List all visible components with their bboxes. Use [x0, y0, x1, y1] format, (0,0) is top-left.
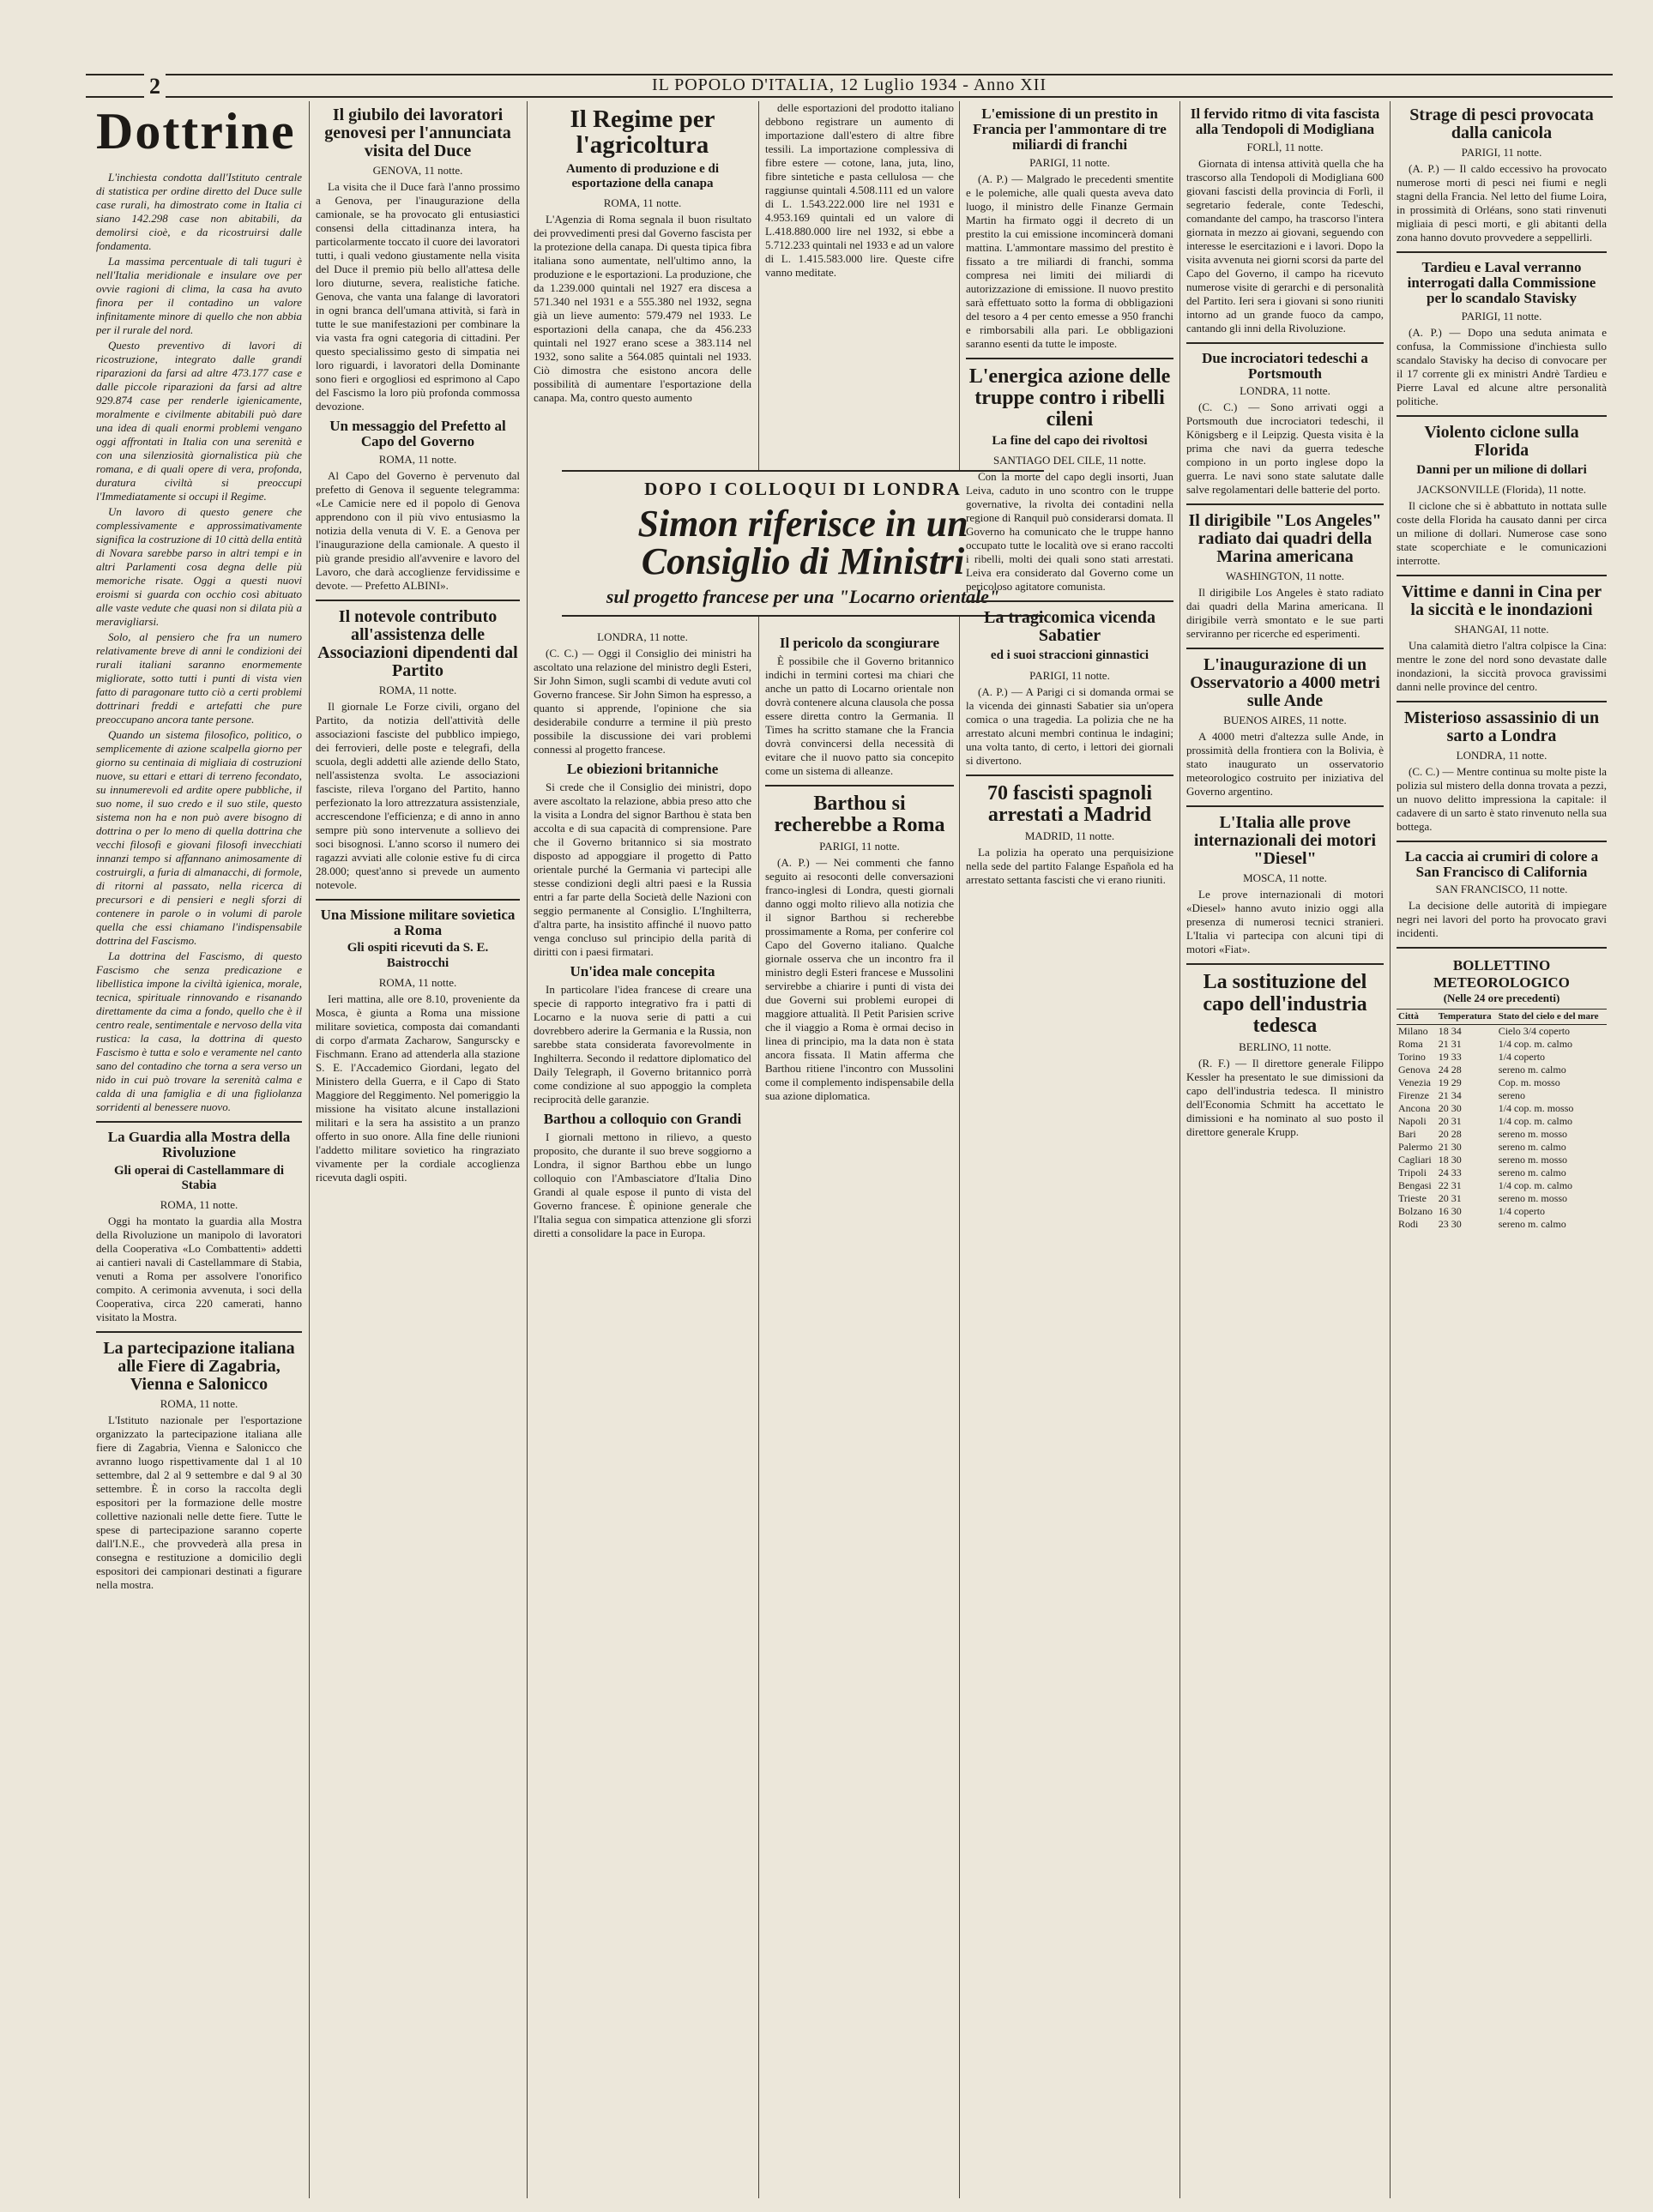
table-cell: sereno m. mosso	[1498, 1192, 1568, 1205]
table-cell: 20 31	[1438, 1192, 1462, 1205]
table-cell: 1/4 coperto	[1498, 1205, 1546, 1218]
article-headline: L'emissione di un prestito in Francia per l'ammontare di tre miliardi di franchi	[973, 105, 1167, 153]
article-paragraph: La decisione delle autorità di impiegare negri nei lavori del porto ha provocato gravi incidenti.	[1397, 899, 1607, 940]
column-7	[1397, 101, 1607, 2198]
article-headline: Una Missione militare sovietica a Roma	[320, 906, 516, 938]
table-cell: sereno m. mosso	[1498, 1154, 1568, 1166]
table-cell: 20 31	[1438, 1115, 1462, 1128]
article-paragraph: Un lavoro di questo genere che complessivamente e approssimativamente significa la costruzione di 10 città della entità di Novara sarebbe parso in altri tempi e in altri Parlamenti cosa degna delle più memoriche risate. Oggi a questi nuovi eroismi si guarda con occhio così abituato alle vaste vedute che quasi non si dilata più a meravigliarsi.	[96, 505, 302, 628]
dateline: ROMA, 11 notte.	[378, 452, 457, 466]
table-cell: Trieste	[1398, 1192, 1427, 1205]
table-cell: sereno m. calmo	[1498, 1166, 1566, 1179]
article-subhead: La fine del capo dei rivoltosi	[992, 434, 1148, 449]
dateline: LONDRA, 11 notte.	[1456, 748, 1547, 762]
table-cell: Tripoli	[1398, 1166, 1427, 1179]
article-headline: Il Regime per l'agricoltura	[570, 105, 715, 160]
article-paragraph: Il dirigibile Los Angeles è stato radiato dai quadri della Marina americana. Il dirigibile verrà smontato e le sue parti serviranno per ricerche ed esperimenti.	[1186, 586, 1384, 641]
table-cell: 1/4 cop. m. calmo	[1498, 1115, 1573, 1128]
table-cell: 21 34	[1438, 1089, 1462, 1102]
article-headline: La partecipazione italiana alle Fiere di Zagabria, Vienna e Salonicco	[103, 1339, 295, 1395]
section-subhead: Barthou a colloquio con Grandi	[543, 1110, 742, 1127]
table-row	[1397, 1115, 1607, 1128]
column-rule	[959, 101, 960, 2198]
article-headline: Tardieu e Laval verranno interrogati dalla Commissione per lo scandalo Stavisky	[1407, 259, 1596, 306]
table-row	[1397, 1025, 1607, 1039]
article-paragraph: Oggi ha montato la guardia alla Mostra della Rivoluzione un manipolo di lavoratori della Cooperativa «Lo Combattenti» addetti ai cantieri navali di Castellammare di Stabia, venuti a Roma per assolvere l'onorifico compito. A cerimonia avvenuta, i soci della Cooperativa, circa 220 camerati, hanno visitato la Mostra.	[96, 1214, 302, 1324]
article-headline: Misterioso assassinio di un sarto a Londra	[1403, 708, 1600, 745]
dateline: ROMA, 11 notte.	[378, 975, 457, 989]
article-headline: La caccia ai crumiri di colore a San Francisco di California	[1404, 847, 1599, 880]
dateline: MADRID, 11 notte.	[1024, 829, 1115, 842]
table-cell: Torino	[1398, 1051, 1426, 1064]
article-body	[96, 1214, 302, 1324]
article-paragraph: (R. F.) — Il direttore generale Filippo Kessler ha presentato le sue dimissioni da capo dell'industria tedesca. Il ministro dell'Economia Schmitt ha accettato le dimissioni e ha nominato al suo posto il direttore generale Krupp.	[1186, 1056, 1384, 1138]
article-headline: Il giubilo dei lavoratori genovesi per l'annunciata visita del Duce	[324, 105, 511, 160]
divider	[1186, 648, 1384, 649]
article-body	[1186, 1057, 1384, 1139]
table-cell: 1/4 cop. m. calmo	[1498, 1038, 1573, 1051]
article-headline: Due incrociatori tedeschi a Portsmouth	[1202, 349, 1368, 382]
article-body	[1397, 899, 1607, 940]
table-cell: 1/4 coperto	[1498, 1051, 1546, 1064]
dateline: SAN FRANCISCO, 11 notte.	[1435, 883, 1568, 896]
article-subhead: ed i suoi straccioni ginnastici	[990, 648, 1149, 663]
table-cell: Genova	[1398, 1064, 1431, 1076]
divider	[765, 785, 954, 787]
table-row	[1397, 1038, 1607, 1051]
article-body	[316, 700, 520, 892]
divider	[1186, 503, 1384, 505]
table-row	[1397, 1064, 1607, 1076]
article-paragraph: La massima percentuale di tali tuguri è nell'Italia meridionale e insulare ove per ovvie ragioni di clima, la casa ha avuto finora per il contadino un valore infinitamente minore di quello che non abbia per il rurale del nord.	[96, 255, 302, 336]
column-rule	[1390, 101, 1391, 2198]
article-paragraph: Questo preventivo di lavori di ricostruzione, integrato dalle grandi riparazioni da farsi ad altre 473.177 case e dalle piccole riparazioni da farsi ad altre 929.874 case per renderle igienicamente, moralmente e civilmente abitabili può dare una idea di quali enormi problemi vengano oggi affrontati in Italia con una serenità e con una silenziosità giornalistica più che romana, e di quali opere di vera, profonda, duratura civiltà si preoccupi l'Immediatamente si occupi il Regime.	[96, 339, 302, 503]
banner-title: Simon riferisce in un Consiglio di Ministri	[637, 503, 968, 582]
dateline: ROMA, 11 notte.	[603, 196, 682, 210]
table-cell: 22 31	[1438, 1179, 1462, 1192]
article-paragraph: A 4000 metri d'altezza sulle Ande, in prossimità della frontiera con la Bolivia, è stato inaugurato un osservatorio meteorologico costruito per iniziativa del Governo argentino.	[1186, 730, 1384, 799]
article-paragraph: (A. P.) — Malgrado le precedenti smentite e le polemiche, alle quali questa aveva dato luogo, il ministro delle Finanze Germain Martin ha firmato oggi il decreto di un prestito la cui emissione incomincerà domani mattina. L'ammontare massimo del prestito è fissato a tre miliardi di franchi, somma compresa nei limiti dei miliardi di autorizzazione di emissione. Il nuovo prestito sarà effettuato sotto la forma di obbligazioni del tesoro a 4 per cento emesse a 950 franchi e rimborsabili alla pari. Le obbligazioni saranno esenti da tutte le imposte.	[966, 172, 1173, 350]
article-headline: La Guardia alla Mostra della Rivoluzione	[107, 1129, 291, 1160]
column-rule	[758, 101, 759, 2198]
divider	[1397, 251, 1607, 253]
column-6	[1186, 101, 1384, 2198]
table-cell: Cop. m. mosso	[1498, 1076, 1560, 1089]
divider	[316, 600, 520, 601]
divider	[96, 1331, 302, 1333]
table-cell: Roma	[1398, 1038, 1423, 1051]
table-cell: 20 28	[1438, 1128, 1462, 1141]
table-cell: 21 31	[1438, 1038, 1462, 1051]
table-cell: Bari	[1398, 1128, 1416, 1141]
table-row	[1397, 1128, 1607, 1141]
table-row	[1397, 1218, 1607, 1231]
table-cell: Bengasi	[1398, 1179, 1432, 1192]
column-rule	[527, 101, 528, 2198]
article-paragraph: (A. P.) — A Parigi ci si domanda ormai se la vicenda dei ginnasti Sabatier sia un'opera comica o una tragedia. La polizia che ne ha arrestato alcuni membri continua le indagini; una volta tanto, di certo, i lettori dei giornali si divertono.	[966, 684, 1173, 767]
page-number: 2	[144, 74, 166, 99]
column-3-bottom	[534, 630, 751, 2198]
table-row	[1397, 1089, 1607, 1102]
table-cell: sereno m. calmo	[1498, 1141, 1566, 1154]
article-body	[1397, 162, 1607, 244]
masthead-title: IL POPOLO D'ITALIA, 12 Luglio 1934 - Anno XII	[651, 75, 1047, 94]
article-paragraph: La visita che il Duce farà l'anno prossimo a Genova, per l'inaugurazione della camionale, se ha provocato gli entusiastici consensi della cittadinanza intera, ha particolarmente toccato il cuore dei lavoratori tutti, i quali vedono giustamente nella visita del Duce il premio più bello all'attesa delle loro diuturne, severa, realistiche fatiche. Genova, che vanta una falange di lavoratori in ogni branca dell'umana attività, si farà in tutte le sue manifestazioni per combinare la via vasta fra ogni categoria di cittadini. Per questo specialissimo gesto di simpatia nei loro riguardi, i lavoratori della Dominante sono fieri e orgogliosi ed esprimono al Capo del Fascismo la loro più profonda commossa devozione.	[316, 180, 520, 413]
article-paragraph: È possibile che il Governo britannico indichi in termini cortesi ma chiari che anche un patto di Locarno orientale non dovrà contenere alcuna clausola che possa essere diretta contro la Germania. Il Times ha scritto stamane che la Francia dovrà convincersi della necessità di evitare che il nuovo patto sia concepito come un sistema di alleanze.	[765, 654, 954, 777]
article-headline: L'Italia alle prove internazionali dei motori "Diesel"	[1193, 813, 1377, 869]
column-5	[966, 101, 1173, 2198]
banner-subtitle: sul progetto francese per una "Locarno orientale"	[606, 586, 1000, 607]
table-cell: Ancona	[1398, 1102, 1431, 1115]
column-3-top	[534, 101, 751, 461]
divider	[1186, 963, 1384, 965]
article-paragraph: Solo, al pensiero che fra un numero relativamente breve di anni le condizioni dei rurali italiani saranno enormemente migliorate, sotto tutti i punti di vista vien fatto di paragonare tutto ciò a certi problemi dottrinari freddi e artefatti che pure preoccupano ancora tante persone.	[96, 630, 302, 726]
table-row	[1397, 1166, 1607, 1179]
article-headline: L'inaugurazione di un Osservatorio a 4000 metri sulle Ande	[1190, 655, 1380, 711]
article-body	[1186, 157, 1384, 335]
article-paragraph: La dottrina del Fascismo, di questo Fascismo che senza predicazione e libellistica impone la civiltà igienica, morale, tecnica, spirituale rinnovando e risanando direttamente da cima a fondo, quello che è il centro reale, sentimentale e nervoso della vita rustica: la casa, la dottrina di questo Fascismo è tutta e solo e veramente nel canto sano del contadino che torna a sera verso un nido in cui può trovare la serenità calma e calda di una famiglia e di una figliolanza sorridenti al benessere nuovo.	[96, 949, 302, 1113]
dateline: ROMA, 11 notte.	[378, 683, 457, 696]
divider	[1397, 701, 1607, 702]
table-row	[1397, 1076, 1607, 1089]
article-paragraph: (C. C.) — Mentre continua su molte piste la polizia sul mistero della donna trovata a pezzi, un nuovo delitto impressiona la capitale: il cadavere di un sarto è stato rinvenuto nella sua bottega.	[1397, 764, 1607, 833]
dateline: WASHINGTON, 11 notte.	[1226, 570, 1344, 583]
table-cell: Cagliari	[1398, 1154, 1432, 1166]
table-cell: sereno	[1498, 1089, 1526, 1102]
article-paragraph: In particolare l'idea francese di creare una specie di rapporto integrativo fra i patti di Locarno e la nuova serie di patti a cui dovrebbero aderire la Germania e la Russia, non sarebbe stata considerata favorevolmente in Inghilterra. Secondo il redattore diplomatico del Daily Telegraph, il Governo britannico porrà come condizione al suo appoggio la completa reciprocità delle garanzie.	[534, 982, 751, 1106]
section-subhead: Le obiezioni britanniche	[566, 761, 719, 777]
weather-bulletin-subtitle: (Nelle 24 ore precedenti)	[1443, 991, 1560, 1005]
dateline: JACKSONVILLE (Florida), 11 notte.	[1416, 482, 1587, 496]
divider	[966, 600, 1173, 602]
table-row	[1397, 1051, 1607, 1064]
table-cell: Firenze	[1398, 1089, 1429, 1102]
column-header: Città	[1397, 1010, 1437, 1025]
column-4-top	[765, 101, 954, 461]
article-paragraph: Il ciclone che si è abbattuto in nottata sulle coste della Florida ha causato danni per circa un milione di dollari. Numerose case sono state scoperchiate e le comunicazioni interrotte.	[1397, 498, 1607, 567]
dateline: LONDRA, 11 notte.	[597, 630, 688, 643]
column-4-bottom	[765, 630, 954, 2198]
article-paragraph: Ieri mattina, alle ore 8.10, proveniente da Mosca, è giunta a Roma una missione militare sovietica, composta dai comandanti di corpo d'armata Zacharow, Sangurscky e Fischmann. Erano ad attenderla alla stazione S. E. l'Accademico Giordani, legato del Ministero della Guerra, e il Capo di Stato Maggiore del Reggimento. Nel pomeriggio la missione ha visitato alcune installazioni militari e la sera ha assistito a un pranzo offerto in suo onore. Alla fine delle riunioni l'addetto militare sovietico ha ringraziato vivamente per la cordiale accoglienza ricevuta dagli ospiti.	[316, 991, 520, 1184]
dateline: MOSCA, 11 notte.	[1243, 871, 1327, 885]
article-body	[316, 180, 520, 413]
article-headline: La tragicomica vicenda Sabatier	[984, 608, 1155, 646]
table-cell: sereno m. calmo	[1498, 1064, 1566, 1076]
article-paragraph: L'inchiesta condotta dall'Istituto centrale di statistica per ordine diretto del Duce sulle case rurali, ha dimostrato come in Italia ci siano 142.298 case non abitabili, da demolirsi cioè, e da ricostruirsi dalle fondamenta.	[96, 171, 302, 252]
table-cell: Cielo 3/4 coperto	[1498, 1025, 1571, 1038]
article-body	[316, 992, 520, 1184]
article-body	[96, 1413, 302, 1592]
article-headline: L'energica azione delle truppe contro i ribelli cileni	[968, 365, 1171, 431]
article-body	[96, 171, 302, 1114]
masthead	[86, 74, 1613, 98]
table-cell: Napoli	[1398, 1115, 1427, 1128]
table-row	[1397, 1102, 1607, 1115]
article-headline: Il fervido ritmo di vita fascista alla Tendopoli di Modigliana	[1190, 105, 1380, 137]
article-body	[1186, 401, 1384, 497]
article-paragraph: Le prove internazionali di motori «Diesel» hanno avuto inizio oggi alla presenza di numerosi tecnici stranieri. L'Italia vi partecipa con alcuni tipi di motori «Fiat».	[1186, 888, 1384, 956]
table-cell: 21 30	[1438, 1141, 1462, 1154]
article-body	[1186, 586, 1384, 641]
article-paragraph: L'Istituto nazionale per l'esportazione organizzato la partecipazione italiana alle fiere di Zagabria, Vienna e Salonicco che avranno luogo rispettivamente dal 1 al 10 settembre, dal 2 al 9 settembre e dal 9 al 30 settembre. È in corso la raccolta degli espositori per la formazione delle mostre collettive nazionali nelle dette fiere. Tutte le spese di partecipazione saranno coperte dall'I.N.E., che provvederà alla presa in consegna e restituzione a domicilio degli espositori dei campionari destinati a figurare nella mostra.	[96, 1413, 302, 1592]
article-body	[1397, 499, 1607, 568]
dateline: PARIGI, 11 notte.	[1029, 155, 1110, 169]
article-subhead: Aumento di produzione e di esportazione della canapa	[565, 161, 720, 191]
dateline: PARIGI, 11 notte.	[819, 840, 900, 853]
dateline: PARIGI, 11 notte.	[1029, 668, 1110, 682]
dateline: SANTIAGO DEL CILE, 11 notte.	[992, 454, 1147, 467]
column-rule	[309, 101, 310, 2198]
table-cell: 24 33	[1438, 1166, 1462, 1179]
divider	[1397, 841, 1607, 842]
article-headline: Dottrine	[96, 103, 296, 160]
table-cell: 18 30	[1438, 1154, 1462, 1166]
divider	[966, 775, 1173, 776]
article-paragraph: Si crede che il Consiglio dei ministri, dopo avere ascoltato la relazione, abbia preso atto che la visita a Londra del signor Barthou è stata ben accolta e di sua capacità di comprensione. Pare che il Governo britannico si sia mostrato disposto ad appoggiare il progetto di Patto orientale purché la Germania vi partecipi alle stesse condizioni degli altri paesi e la Russia entri a far parte della Società delle Nazioni con seggio permanente al Consiglio. L'Inghilterra, d'altra parte, ha insistito affinché il nuovo patto venga concluso sul principio della parità di diritti con i paesi firmatari.	[534, 780, 751, 958]
article-paragraph: Giornata di intensa attività quella che ha trascorso alla Tendopoli di Modigliana 600 giovani fascisti della provincia di Forlì, il segretario federale, conte Tedeschi, comandante del campo, ha trascorso l'intera giornata in mezzo ai giovani, seguendo con interesse le esercitazioni e i lavori. Dopo la visita avvenuta nei giorni scorsi da parte del Capo del Governo, il campo ha ricevuto numerose visite di gerarchi e di personalità del Partito. Ieri sera i giovani si sono riuniti intorno ad un grande fuoco da campo, cantando gli inni della Rivoluzione.	[1186, 156, 1384, 335]
dateline: GENOVA, 11 notte.	[372, 164, 463, 177]
article-body	[765, 654, 954, 778]
article-body	[765, 856, 954, 1103]
dateline: BERLINO, 11 notte.	[1239, 1040, 1331, 1053]
article-body	[966, 172, 1173, 351]
article-body	[534, 213, 751, 405]
article-body	[765, 101, 954, 280]
dateline: PARIGI, 11 notte.	[1461, 309, 1542, 322]
article-paragraph: Una calamità dietro l'altra colpisce la Cina: mentre le zone del nord sono devastate dalle inondazioni, la siccità provoca gravissimi danni nelle province del centro.	[1397, 638, 1607, 693]
article-headline: Strage di pesci provocata dalla canicola	[1409, 105, 1594, 142]
article-subhead: Gli ospiti ricevuti da S. E. Baistrocchi	[347, 941, 489, 970]
dateline: SHANGAI, 11 notte.	[1454, 622, 1549, 636]
table-cell: Palermo	[1398, 1141, 1433, 1154]
dateline: ROMA, 11 notte.	[160, 1397, 238, 1411]
table-cell: 19 33	[1438, 1051, 1462, 1064]
dateline: PARIGI, 11 notte.	[1461, 146, 1542, 159]
divider	[1186, 805, 1384, 807]
table-cell: Venezia	[1398, 1076, 1431, 1089]
weather-table-header	[1397, 1010, 1607, 1025]
article-headline: Violento ciclone sulla Florida	[1424, 422, 1579, 460]
article-paragraph: La polizia ha operato una perquisizione nella sede del partito Falange Española ed ha arrestato settanta fascisti che vi erano riuniti.	[966, 845, 1173, 886]
article-headline: Vittime e danni in Cina per la siccità e le inondazioni	[1401, 582, 1602, 619]
column-2	[316, 101, 520, 2198]
table-row	[1397, 1154, 1607, 1166]
table-row	[1397, 1141, 1607, 1154]
divider	[1397, 415, 1607, 417]
table-cell: 18 34	[1438, 1025, 1462, 1038]
dateline: FORLÌ, 11 notte.	[1246, 140, 1324, 154]
article-paragraph: Con la morte del capo degli insorti, Juan Leiva, caduto in uno scontro con le truppe governative, la rivolta dei contadini nella regione di Ranquil può considerarsi domata. Il Governo ha comunicato che le truppe hanno occupato tutte le località ove si erano raccolti i ribelli, molti dei quali sono stati arrestati. Leiva era considerato dal Governo come un pericoloso agitatore comunista.	[966, 470, 1173, 594]
divider	[1186, 342, 1384, 344]
article-paragraph: L'Agenzia di Roma segnala il buon risultato dei provvedimenti presi dal Governo fascista per la protezione della canapa. Di questa tipica fibra italiana sono aumentate, nell'ultimo anno, la produzione e le esportazioni. La produzione, che da 1.239.000 quintali nel 1927 era discesa a 571.340 nel 1931 e a 555.380 nel 1932, segna già un lieve aumento: 579.479 nel 1933. Le esportazioni della canapa, che da 456.233 quintali nel 1927 erano scese a 383.114 nel 1932, sono salite a 564.085 quintali nel 1933. Ciò dimostra che esistono ancora delle possibilità di aumentare l'esportazione della canapa. Ma, contro questo aumento	[534, 213, 751, 405]
section-subhead: Un'idea male concepita	[570, 962, 715, 979]
table-cell: 16 30	[1438, 1205, 1462, 1218]
divider	[1397, 947, 1607, 949]
divider	[1397, 575, 1607, 576]
article-body	[966, 846, 1173, 887]
article-subhead: Danni per un milione di dollari	[1416, 462, 1587, 477]
article-body	[1186, 888, 1384, 956]
table-cell: Bolzano	[1398, 1205, 1433, 1218]
article-paragraph: (A. P.) — Dopo una seduta animata e confusa, la Commissione d'inchiesta sullo scandalo Stavisky ha deciso di convocare per il 17 corrente gli ex ministri Andrè Tardieu e Pierre Laval ed alcune altre personalità politiche.	[1397, 325, 1607, 407]
article-paragraph: (A. P.) — Il caldo eccessivo ha provocato numerose morti di pesci nei fiumi e negli stagni della Francia. Nel letto del fiume Loira, in prossimità di Orléans, sono stati rinvenuti migliaia di pesci morti, e gli abitanti della zona hanno dovuto provvedere a seppellirli.	[1397, 162, 1607, 244]
table-cell: Rodi	[1398, 1218, 1419, 1231]
article-paragraph: (A. P.) — Nei commenti che fanno seguito ai resoconti delle conversazioni franco-inglesi di Londra, questi giornali danno oggi molto rilievo alla notizia che il signor Barthou si recherebbe prossimamente a Roma, per conferire col Capo del Governo italiano. Qualche giornale osserva che un incontro fra il ministro degli Esteri francese e Mussolini servirebbe a chiarire i punti di vista dei due Governi sui problemi europei di maggiore attualità. Il Petit Parisien scrive che il viaggio a Roma è ormai deciso in linea di principio, ma la data non è stata ancora fissata. Il Matin afferma che Barthou ritiene l'incontro con Mussolini come il complemento indispensabile della sua azione diplomatica.	[765, 856, 954, 1103]
article-paragraph: Al Capo del Governo è pervenuto dal prefetto di Genova il seguente telegramma: «Le Camicie nere ed il popolo di Genova apprendono con il più vivo entusiasmo la notizia della venuta di V. E. a Genova per l'inaugurazione della camionale. A questo il più grande presidio all'avvenire e lavoro del Lavoro, che darà accoglienze fervidissime e devote. — Prefetto ALBINI».	[316, 468, 520, 592]
banner-kicker: DOPO I COLLOQUI DI LONDRA	[644, 479, 962, 499]
article-paragraph: I giornali mettono in rilievo, a questo proposito, che durante il suo breve soggiorno a Londra, il signor Barthou ebbe un lungo colloquio con l'Ambasciatore d'Italia Dino Grandi al quale espose il punto di vista del Governo francese. È opinione generale che l'Italia segua con simpatica attenzione gli sforzi diretti a consolidare la pace in Europa.	[534, 1130, 751, 1239]
table-cell: 1/4 cop. m. mosso	[1498, 1102, 1574, 1115]
article-body	[1186, 730, 1384, 799]
article-headline: Un messaggio del Prefetto al Capo del Governo	[329, 418, 506, 449]
article-body	[316, 469, 520, 593]
article-body	[1397, 326, 1607, 408]
weather-table-body	[1397, 1025, 1607, 1232]
column-rule	[1179, 101, 1180, 2198]
weather-bulletin-title: BOLLETTINO METEOROLOGICO	[1433, 957, 1570, 991]
article-headline: Il dirigibile "Los Angeles" radiato dai quadri della Marina americana	[1188, 511, 1382, 567]
table-cell: sereno m. mosso	[1498, 1128, 1568, 1141]
divider	[316, 899, 520, 901]
dateline: ROMA, 11 notte.	[160, 1198, 238, 1212]
article-headline: Il notevole contributo all'assistenza delle Associazioni dipendenti dal Partito	[317, 606, 518, 680]
table-cell: 24 28	[1438, 1064, 1462, 1076]
article-body	[534, 647, 751, 1240]
article-headline: Barthou si recherebbe a Roma	[774, 792, 945, 837]
table-cell: 19 29	[1438, 1076, 1462, 1089]
divider	[96, 1121, 302, 1123]
article-body	[966, 470, 1173, 594]
article-paragraph: (C. C.) — Sono arrivati oggi a Portsmouth due incrociatori tedeschi, il Königsberg e il Leipzig. Questa visita è la prima che navi da guerra tedesche compiono in un porto inglese dopo la guerra. Le navi sono state salutate dalle salve regolamentari delle batterie del porto.	[1186, 401, 1384, 497]
article-paragraph: Il giornale Le Forze civili, organo del Partito, da notizia dell'attività delle associazioni fasciste del pubblico impiego, dei ferrovieri, delle poste e telegrafi, della scuola, degli addetti alle aziende dello Stato, nell'assistenza svolta. Le associazioni fasciste, rileva l'organo del Partito, hanno perfezionato la loro attrezzatura assistenziale, accrescendone l'efficienza; e di anno in anno sempre più sono intervenute a sollievo dei soci bisognosi. L'anno scorso il numero dei ragazzi avviati alle colonie estive fu di circa 28.000; quest'anno si prevede un aumento notevole.	[316, 699, 520, 891]
dateline: LONDRA, 11 notte.	[1240, 384, 1330, 398]
dateline: BUENOS AIRES, 11 notte.	[1223, 714, 1347, 727]
table-row	[1397, 1205, 1607, 1218]
table-cell: sereno m. calmo	[1498, 1218, 1566, 1231]
table-cell: 20 30	[1438, 1102, 1462, 1115]
column-header: Stato del cielo e del mare	[1497, 1010, 1607, 1025]
column-1	[96, 101, 302, 2198]
article-subhead: Gli operai di Castellammare di Stabia	[113, 1163, 285, 1192]
article-headline: 70 fascisti spagnoli arrestati a Madrid	[986, 781, 1153, 826]
table-row	[1397, 1192, 1607, 1205]
table-cell: 23 30	[1438, 1218, 1462, 1231]
article-paragraph: (C. C.) — Oggi il Consiglio dei ministri ha ascoltato una relazione del ministro degli Esteri, Sir John Simon, sugli scambi di vedute avuti col Governo francese. Sir John Simon ha espresso, a quanto si apprende, l'opinione che sia desiderabile condurre a termine il più presto possibile la discussione dei vari problemi connessi al progetto francese.	[534, 647, 751, 756]
table-cell: 1/4 cop. m. calmo	[1498, 1179, 1573, 1192]
divider	[966, 358, 1173, 359]
table-row	[1397, 1179, 1607, 1192]
article-headline: La sostituzione del capo dell'industria tedesca	[1203, 971, 1367, 1037]
article-body	[1397, 765, 1607, 834]
section-subhead: Il pericolo da scongiurare	[779, 635, 940, 651]
table-cell: Milano	[1398, 1025, 1428, 1038]
weather-table	[1397, 1009, 1607, 1231]
article-paragraph: delle esportazioni del prodotto italiano debbono registrare un aumento di importazione dall'estero di altre fibre tessili. La importazione complessiva di fibre estere — cotone, lana, juta, lino, fibre sintetiche e pasta cellulosa — che raggiunse quintali 4.508.111 ed un valore di L. 1.543.222.000 lire nel 1931 e 4.953.169 quintali ed un valore di L.418.880.000 lire nel 1932, si ebbe a 5.712.233 quintali nel 1933 e ad un valore di L. 1.415.583.000 lire. Queste cifre vanno meditate.	[765, 101, 954, 279]
article-paragraph: Quando un sistema filosofico, politico, o semplicemente di azione scalpella giorno per giorno su centinaia di migliaia di costruzioni nuove, su ettari e ettari di terreno fecondato, su innumerevoli ed ardite opere pubbliche, il suo nome, il suo credo e il suo stile, questo sistema non ha e non può avere bisogno di dottrina o per lo meno di quella dottrina che vecchi filosofi e giovani filosofi invecchiati innanzi tempo si affannano animosamente di costruirgli, a furia di almanacchi, di formole, di ritorni al passato, nella ricerca di precursori e di pensieri e negli sforzi di contenere in parole o in volumi di parole quella che essi chiamano l'indispensabile dottrina del Fascismo.	[96, 728, 302, 947]
column-header: Temperatura	[1437, 1010, 1497, 1025]
article-body	[966, 685, 1173, 768]
article-body	[1397, 639, 1607, 694]
